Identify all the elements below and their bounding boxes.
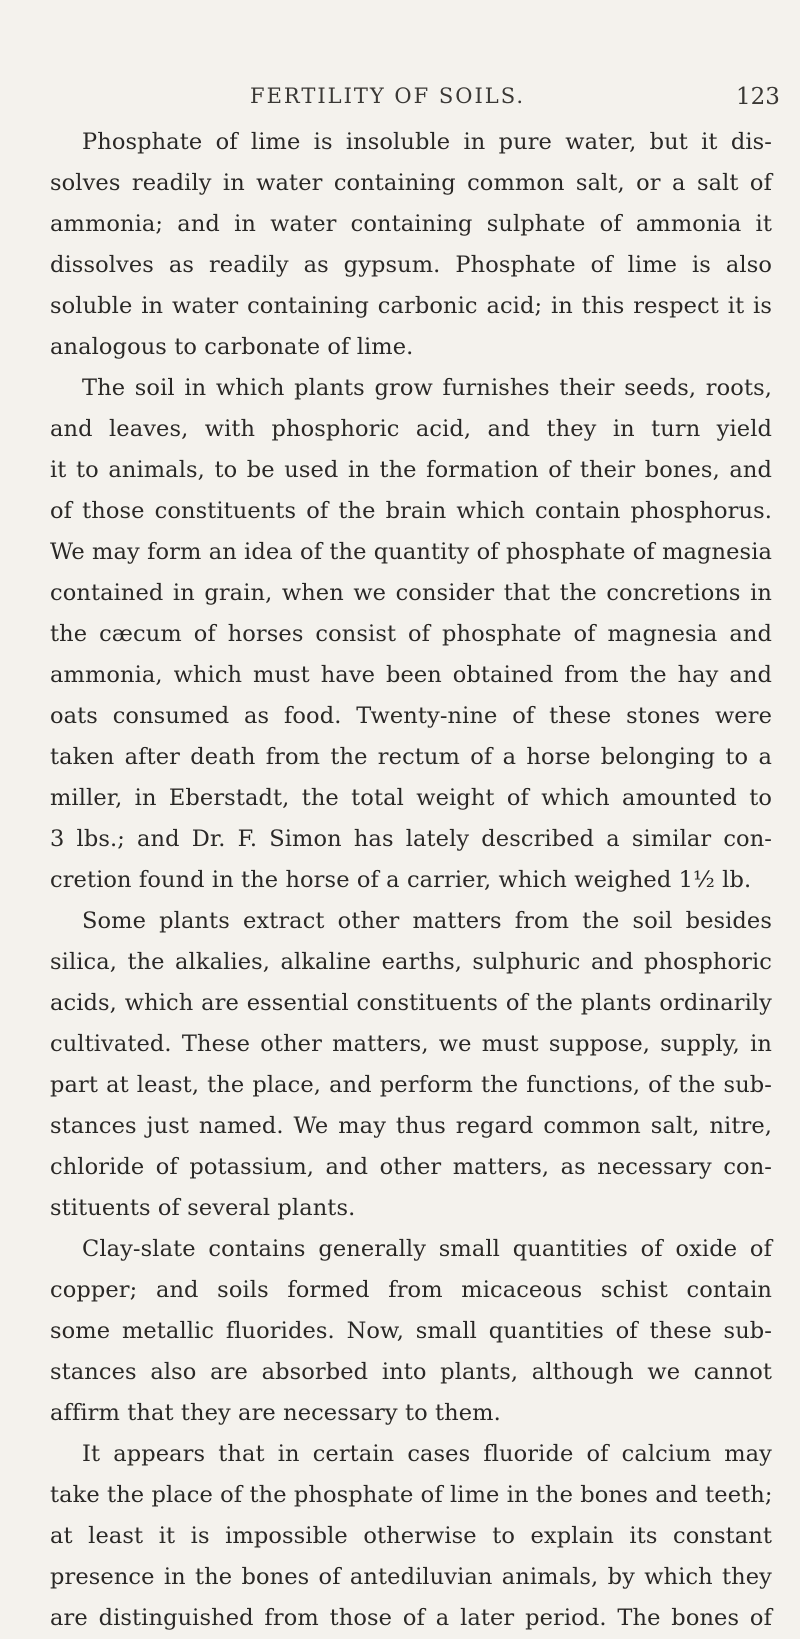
running-head: FERTILITY OF SOILS. <box>250 84 526 108</box>
text-line: copper; and soils formed from micaceous schist contain <box>50 1277 772 1303</box>
text-line: analogous to carbonate of lime. <box>50 334 414 360</box>
text-line: Clay-slate contains generally small quantities of oxide of <box>82 1236 772 1262</box>
text-line: and leaves, with phosphoric acid, and they in turn yield <box>50 416 772 442</box>
text-line: stances also are absorbed into plants, although we cannot <box>50 1359 772 1385</box>
text-line: of those constituents of the brain which contain phosphorus. <box>50 498 772 524</box>
text-line: at least it is impossible otherwise to explain its constant <box>50 1523 772 1549</box>
text-line: The soil in which plants grow furnishes their seeds, roots, <box>82 375 772 401</box>
text-line: ammonia, which must have been obtained from the hay and <box>50 662 772 688</box>
text-line: part at least, the place, and perform the functions, of the sub- <box>50 1072 772 1098</box>
text-line: are distinguished from those of a later period. The bones of <box>50 1605 772 1631</box>
text-line: stances just named. We may thus regard common salt, nitre, <box>50 1113 772 1139</box>
text-line: it to animals, to be used in the formation of their bones, and <box>50 457 772 483</box>
text-line: 3 lbs.; and Dr. F. Simon has lately described a similar con- <box>50 826 772 852</box>
text-line: presence in the bones of antediluvian animals, by which they <box>50 1564 772 1590</box>
text-line: ammonia; and in water containing sulphate of ammonia it <box>50 211 772 237</box>
text-line: miller, in Eberstadt, the total weight of which amounted to <box>50 785 772 811</box>
text-line: contained in grain, when we consider that the concretions in <box>50 580 772 606</box>
page-number: 123 <box>736 84 780 110</box>
text-line: the cæcum of horses consist of phosphate of magnesia and <box>50 621 772 647</box>
text-line: solves readily in water containing common salt, or a salt of <box>50 170 772 196</box>
text-line: taken after death from the rectum of a horse belonging to a <box>50 744 772 770</box>
text-line: cretion found in the horse of a carrier, which weighed 1½ lb. <box>50 867 752 893</box>
text-line: cultivated. These other matters, we must suppose, supply, in <box>50 1031 772 1057</box>
text-line: stituents of several plants. <box>50 1195 356 1221</box>
body-text <box>50 122 772 1639</box>
text-line: chloride of potassium, and other matters, as necessary con- <box>50 1154 772 1180</box>
text-line: dissolves as readily as gypsum. Phosphate of lime is also <box>50 252 772 278</box>
text-line: We may form an idea of the quantity of phosphate of magnesia <box>50 539 772 565</box>
text-line: some metallic fluorides. Now, small quantities of these sub- <box>50 1318 772 1344</box>
text-line: affirm that they are necessary to them. <box>50 1400 501 1426</box>
text-line: acids, which are essential constituents of the plants ordinarily <box>50 990 772 1016</box>
text-line: silica, the alkalies, alkaline earths, sulphuric and phosphoric <box>50 949 772 975</box>
text-line: It appears that in certain cases fluoride of calcium may <box>82 1441 772 1467</box>
text-line: oats consumed as food. Twenty-nine of these stones were <box>50 703 772 729</box>
text-line: Phosphate of lime is insoluble in pure water, but it dis- <box>82 129 772 155</box>
text-line: Some plants extract other matters from the soil besides <box>82 908 772 934</box>
text-line: soluble in water containing carbonic acid; in this respect it is <box>50 293 772 319</box>
text-line: take the place of the phosphate of lime in the bones and teeth; <box>50 1482 773 1508</box>
